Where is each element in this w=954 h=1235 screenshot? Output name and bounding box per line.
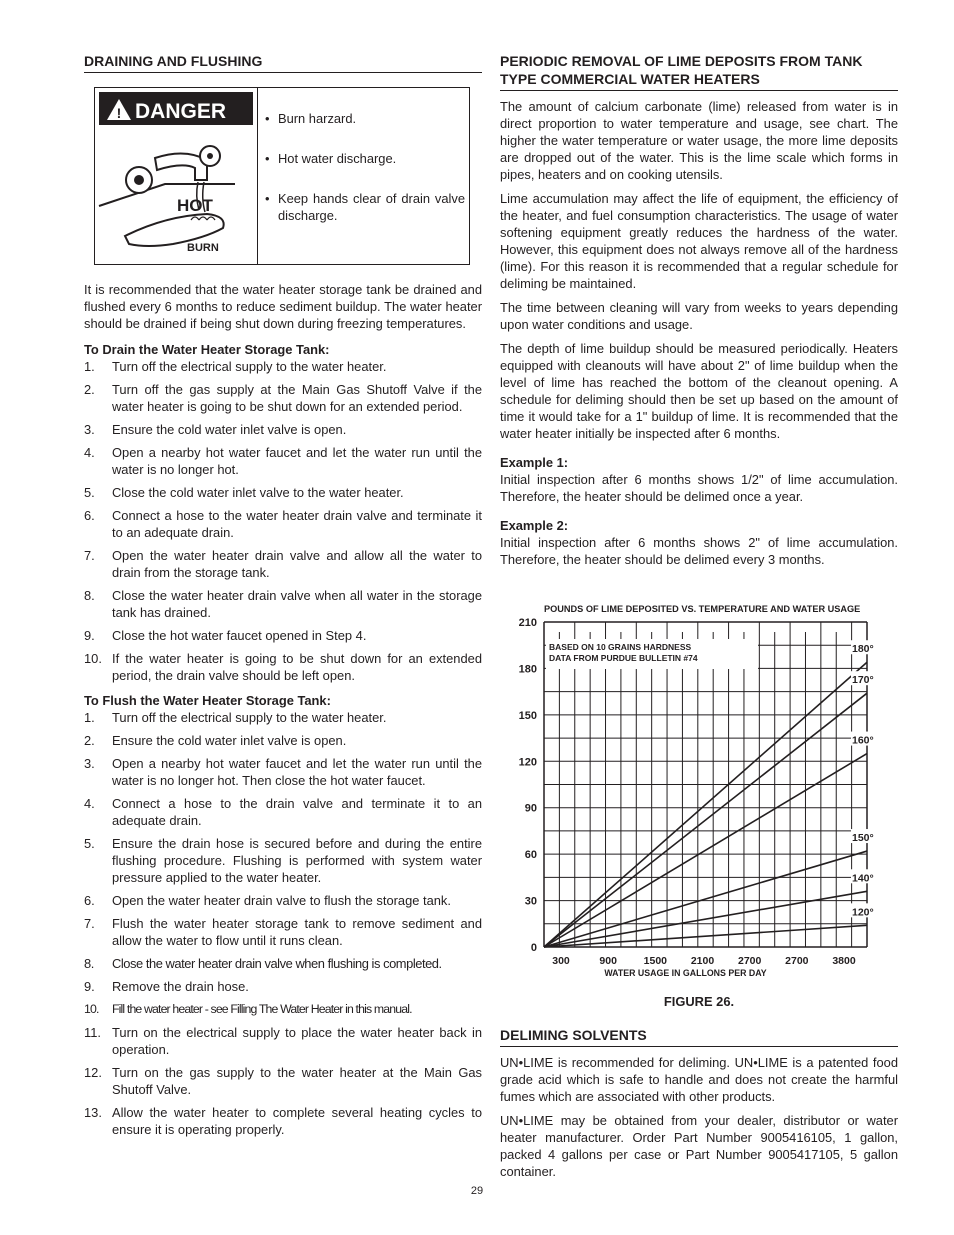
figure-caption: FIGURE 26. <box>663 994 735 1009</box>
example-2-text: Initial inspection after 6 months shows 2" of lime accumulation. Therefore, the heater should be delimed every 3 months. <box>500 535 898 567</box>
step-text: Turn on the electrical supply to place the water heater back in operation. <box>112 1025 482 1057</box>
danger-pictogram <box>95 88 258 264</box>
step-number: 9. <box>84 628 95 643</box>
svg-text:!: ! <box>116 105 122 121</box>
step-text: Turn off the electrical supply to the water heater. <box>112 710 387 725</box>
list-item <box>84 587 482 621</box>
paragraph: UN•LIME is recommended for deliming. UN•LIME is a patented food grade acid which is safe to handle and does not create the harmful fumes which are associated with other products. <box>500 1055 898 1104</box>
step-number: 1. <box>84 710 95 725</box>
chart-annotation: DATA FROM PURDUE BULLETIN #74 <box>549 653 698 663</box>
step-text: Open a nearby hot water faucet and let the water run until the water is no longer hot. Then close the hot water faucet. <box>112 756 482 788</box>
list-item <box>84 915 482 949</box>
danger-item: • Hot water discharge. <box>265 150 465 167</box>
step-text: Remove the drain hose. <box>112 979 249 994</box>
series-line <box>544 662 867 947</box>
step-number: 12. <box>84 1065 102 1080</box>
step-text: Connect a hose to the water heater drain valve and terminate it to an adequate drain. <box>112 508 482 540</box>
series-label: 180° <box>852 643 874 656</box>
step-number: 5. <box>84 836 95 851</box>
paragraph: Lime accumulation may affect the life of equipment, the efficiency of the heater, and fuel consumption characteristics. The usage of water softening equipment greatly reduces the hardness of the water. However, this equipment does not always remove all of the hardness (lime). For this reason it is recommended that a regular schedule for deliming be maintained. <box>500 191 898 291</box>
step-number: 6. <box>84 893 95 908</box>
step-text: Flush the water heater storage tank to remove sediment and allow the water to flow until it runs clean. <box>112 916 482 948</box>
list-item <box>84 978 482 995</box>
burn-label: BURN <box>187 242 219 254</box>
series-label: 140° <box>852 872 874 885</box>
list-item <box>84 1064 482 1098</box>
y-tick-label: 150 <box>518 709 537 722</box>
step-number: 8. <box>84 956 94 971</box>
right-column <box>500 52 898 575</box>
step-number: 2. <box>84 382 95 397</box>
list-item <box>84 1104 482 1138</box>
step-text: Close the water heater drain valve when all water in the storage tank has drained. <box>112 588 482 620</box>
y-tick-label: 30 <box>524 895 537 908</box>
drain-subheading: To Drain the Water Heater Storage Tank: <box>84 342 330 357</box>
y-tick-label: 180 <box>518 663 537 676</box>
series-line <box>544 925 867 947</box>
list-item <box>84 484 482 501</box>
x-tick-label: 2100 <box>690 955 715 967</box>
step-number: 3. <box>84 756 95 771</box>
step-number: 3. <box>84 422 95 437</box>
lime-deposit-chart <box>503 600 883 990</box>
example-2-title: Example 2: <box>500 518 569 533</box>
step-number: 6. <box>84 508 95 523</box>
drain-steps <box>84 358 482 684</box>
step-number: 2. <box>84 733 95 748</box>
series-label: 170° <box>852 674 874 687</box>
step-number: 4. <box>84 445 95 460</box>
step-number: 4. <box>84 796 95 811</box>
step-text: Turn on the gas supply to the water heater at the Main Gas Shutoff Valve. <box>112 1065 482 1097</box>
paragraph: UN•LIME may be obtained from your dealer, distributor or water heater manufacturer. Order Part Number 9005416105, 1 gallon, packed 4 gallons per case or Part Number 9005417105, 5 gallon container. <box>500 1113 898 1179</box>
step-number: 13. <box>84 1105 102 1120</box>
series-label: 150° <box>852 832 874 845</box>
danger-item: • Keep hands clear of drain valve discharge. <box>265 190 465 224</box>
paragraph: The amount of calcium carbonate (lime) released from water is in direct proportion to water temperature and usage, see chart. The higher the water temperature or water usage, the more lime deposits are dropped out of the water. This is the lime scale which forms in pipes, heaters and on cooking utensils. <box>500 99 898 182</box>
step-number: 10. <box>84 1002 99 1016</box>
flush-subheading: To Flush the Water Heater Storage Tank: <box>84 693 331 708</box>
list-item <box>84 1024 482 1058</box>
x-axis-label: WATER USAGE IN GALLONS PER DAY <box>604 968 767 978</box>
deliming-solvents-heading: DELIMING SOLVENTS <box>500 1026 898 1047</box>
step-text: Connect a hose to the drain valve and terminate it to an adequate drain. <box>112 796 482 828</box>
hot-label: HOT <box>177 196 213 215</box>
list-item <box>84 421 482 438</box>
deliming-solvents-section <box>500 1026 898 1187</box>
y-tick-label: 210 <box>518 617 537 629</box>
list-item <box>84 358 482 375</box>
chart-title: POUNDS OF LIME DEPOSITED VS. TEMPERATURE AND WATER USAGE <box>544 604 861 614</box>
step-text: If the water heater is going to be shut down for an extended period, the drain valve should be left open. <box>112 651 482 683</box>
step-text: Ensure the drain hose is secured before and during the entire flushing procedure. Flushing is performed with system water pressure applied to the water heater. <box>112 836 482 885</box>
list-item <box>84 381 482 415</box>
list-item <box>84 444 482 478</box>
danger-label <box>94 87 470 265</box>
list-item <box>84 755 482 789</box>
draining-heading: DRAINING AND FLUSHING <box>84 52 482 73</box>
step-text: Open a nearby hot water faucet and let the water run until the water is no longer hot. <box>112 445 482 477</box>
series-label: 120° <box>852 906 874 919</box>
paragraph: The time between cleaning will vary from weeks to years depending upon water conditions and usage. <box>500 300 898 332</box>
step-text: Open the water heater drain valve to flush the storage tank. <box>112 893 451 908</box>
example-1-title: Example 1: <box>500 455 569 470</box>
list-item <box>84 892 482 909</box>
flush-steps <box>84 709 482 1138</box>
danger-item: • Burn harzard. <box>265 110 465 127</box>
hot-water-burn-icon <box>95 88 257 264</box>
step-number: 10. <box>84 651 102 666</box>
step-number: 5. <box>84 485 95 500</box>
step-text: Open the water heater drain valve and allow all the water to drain from the storage tank. <box>112 548 482 580</box>
left-column <box>84 52 482 1144</box>
list-item <box>84 650 482 684</box>
step-number: 7. <box>84 548 95 563</box>
step-text: Ensure the cold water inlet valve is open. <box>112 422 347 437</box>
list-item <box>84 627 482 644</box>
series-line <box>544 754 867 947</box>
step-number: 9. <box>84 979 95 994</box>
paragraph: The depth of lime buildup should be measured periodically. Heaters equipped with cleanouts will have about 2" of lime buildup when the level of lime has reached the bottom of the cleanout opening. A schedule for deliming should then be set up based on the amount of time it would take for a 1" buildup of lime. It is recommended that the water heater initially be inspected after 6 months. <box>500 341 898 441</box>
series-label: 160° <box>852 734 874 747</box>
page-number: 29 <box>470 1185 484 1197</box>
list-item <box>84 709 482 726</box>
x-tick-label: 2700 <box>737 955 762 967</box>
y-tick-label: 90 <box>524 802 537 815</box>
danger-list <box>265 110 465 247</box>
x-tick-label: 300 <box>552 955 570 967</box>
danger-badge: DANGER <box>135 100 227 123</box>
list-item <box>84 955 482 972</box>
chart-annotation: BASED ON 10 GRAINS HARDNESS <box>549 642 692 652</box>
step-text: Allow the water heater to complete several heating cycles to ensure it is operating properly. <box>112 1105 482 1137</box>
lime-removal-heading: PERIODIC REMOVAL OF LIME DEPOSITS FROM TANK TYPE COMMERCIAL WATER HEATERS <box>500 52 898 91</box>
chart-svg <box>503 600 883 990</box>
step-number: 11. <box>84 1025 101 1040</box>
step-number: 7. <box>84 916 95 931</box>
step-text: Fill the water heater - see Filling The Water Heater in this manual. <box>112 1002 412 1016</box>
x-tick-label: 3800 <box>832 955 856 967</box>
step-number: 1. <box>84 359 95 374</box>
list-item <box>84 795 482 829</box>
list-item <box>84 547 482 581</box>
list-item <box>84 835 482 886</box>
list-item <box>84 1001 482 1018</box>
step-text: Turn off the gas supply at the Main Gas Shutoff Valve if the water heater is going to be shut down for an extended period. <box>112 382 482 414</box>
y-tick-label: 120 <box>518 756 537 769</box>
x-tick-label: 1500 <box>643 955 668 967</box>
y-tick-label: 60 <box>524 849 537 862</box>
list-item <box>84 507 482 541</box>
step-text: Ensure the cold water inlet valve is open. <box>112 733 347 748</box>
series-line <box>544 693 867 947</box>
draining-intro: It is recommended that the water heater storage tank be drained and flushed every 6 months to reduce sediment buildup. The water heater should be drained if being shut down during freezing temperatures. <box>84 282 482 331</box>
step-text: Close the cold water inlet valve to the water heater. <box>112 485 404 500</box>
step-text: Close the water heater drain valve when flushing is completed. <box>112 956 442 971</box>
x-tick-label: 900 <box>599 955 617 967</box>
step-text: Turn off the electrical supply to the water heater. <box>112 359 387 374</box>
list-item <box>84 732 482 749</box>
x-tick-label: 2700 <box>785 955 809 967</box>
step-number: 8. <box>84 588 95 603</box>
example-1-text: Initial inspection after 6 months shows 1/2" of lime accumulation. Therefore, the heater should be delimed once a year. <box>500 472 898 504</box>
step-text: Close the hot water faucet opened in Step 4. <box>112 628 367 643</box>
y-tick-label: 0 <box>530 942 537 954</box>
